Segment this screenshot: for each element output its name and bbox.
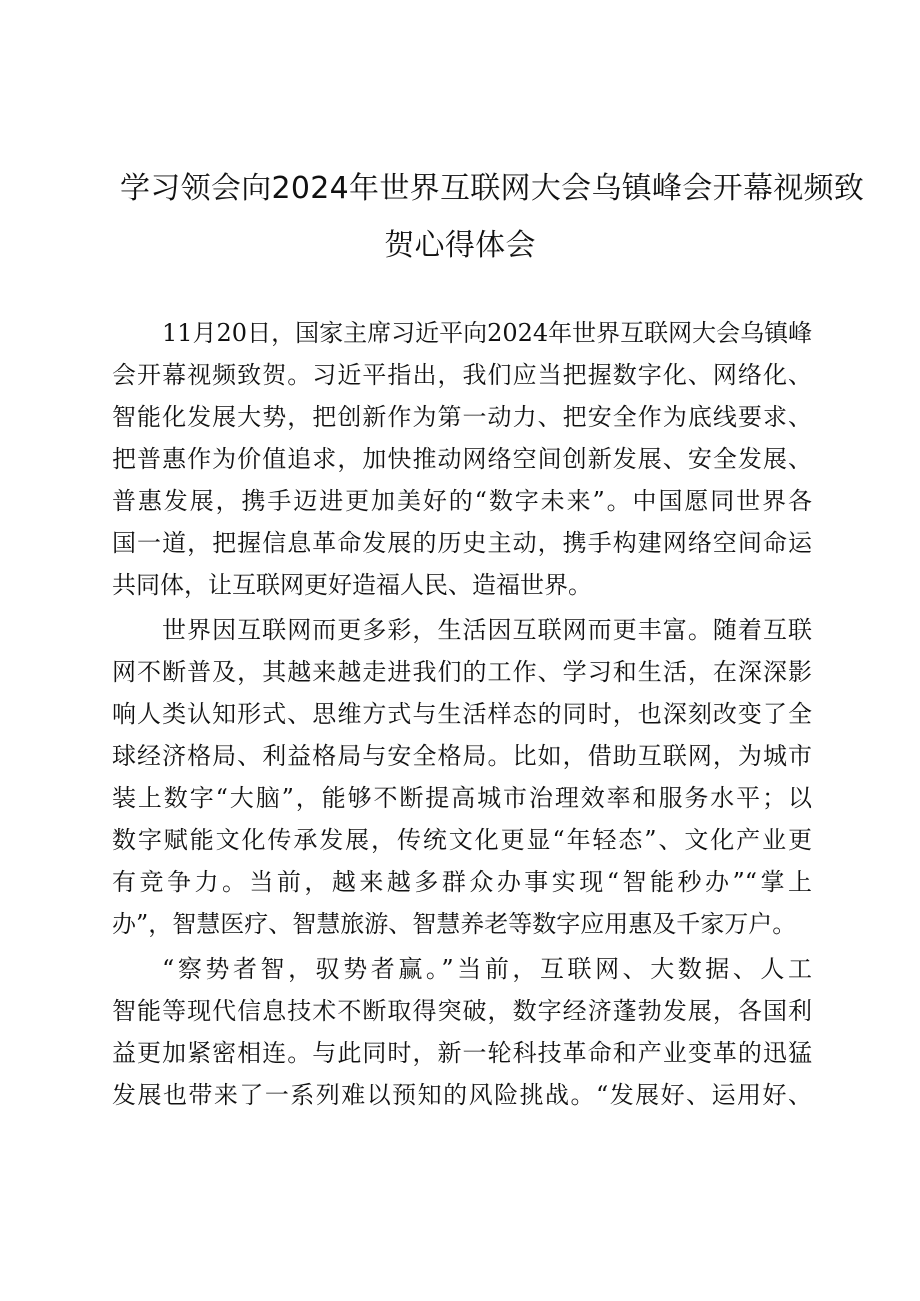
paragraph-line: 共同体，让互联网更好造福人民、造福世界。 — [112, 571, 592, 599]
paragraph-line: 把普惠作为价值追求，加快推动网络空间创新发展、安全发展、 — [112, 445, 812, 473]
paragraph-line: 智能化发展大势，把创新作为第一动力、把安全作为底线要求、 — [112, 403, 812, 431]
title-line-2: 贺心得体会 — [384, 228, 536, 263]
paragraph-line: 世界因互联网而更多彩，生活因互联网而更丰富。随着互联 — [162, 616, 812, 644]
paragraph-line: 装上数字“大脑”，能够不断提高城市治理效率和服务水平；以 — [112, 784, 812, 812]
paragraph-line: 球经济格局、利益格局与安全格局。比如，借助互联网，为城市 — [112, 742, 812, 770]
paragraph-2 — [112, 609, 812, 945]
paragraph-line: 响人类认知形式、思维方式与生活样态的同时，也深刻改变了全 — [112, 700, 812, 728]
paragraph-line: 办”，智慧医疗、智慧旅游、智慧养老等数字应用惠及千家万户。 — [112, 910, 797, 938]
paragraph-line: 普惠发展，携手迈进更加美好的“数字未来”。中国愿同世界各 — [112, 487, 812, 515]
paragraph-line: 网不断普及，其越来越走进我们的工作、学习和生活，在深深影 — [112, 658, 812, 686]
paragraph-line: 会开幕视频致贺。习近平指出，我们应当把握数字化、网络化、 — [112, 361, 812, 389]
paragraph-line: 有竞争力。当前，越来越多群众办事实现“智能秒办”“掌上 — [112, 868, 812, 896]
document-body — [112, 312, 812, 1116]
paragraph-line: 益更加紧密相连。与此同时，新一轮科技革命和产业变革的迅猛 — [112, 1039, 812, 1067]
paragraph-line: 国一道，把握信息革命发展的历史主动，携手构建网络空间命运 — [112, 529, 812, 557]
paragraph-line: “察势者智，驭势者赢。”当前，互联网、大数据、人工 — [162, 955, 812, 983]
title-line-1: 学习领会向2024年世界互联网大会乌镇峰会开幕视频致 — [120, 171, 865, 206]
paragraph-line: 发展也带来了一系列难以预知的风险挑战。“发展好、运用好、 — [112, 1081, 812, 1109]
paragraph-line: 11月20日，国家主席习近平向2024年世界互联网大会乌镇峰 — [162, 319, 812, 347]
paragraph-line: 数字赋能文化传承发展，传统文化更显“年轻态”、文化产业更 — [112, 826, 812, 854]
paragraph-1 — [112, 312, 812, 606]
document-title — [120, 160, 865, 274]
paragraph-3 — [112, 948, 812, 1116]
paragraph-line: 智能等现代信息技术不断取得突破，数字经济蓬勃发展，各国利 — [112, 997, 812, 1025]
